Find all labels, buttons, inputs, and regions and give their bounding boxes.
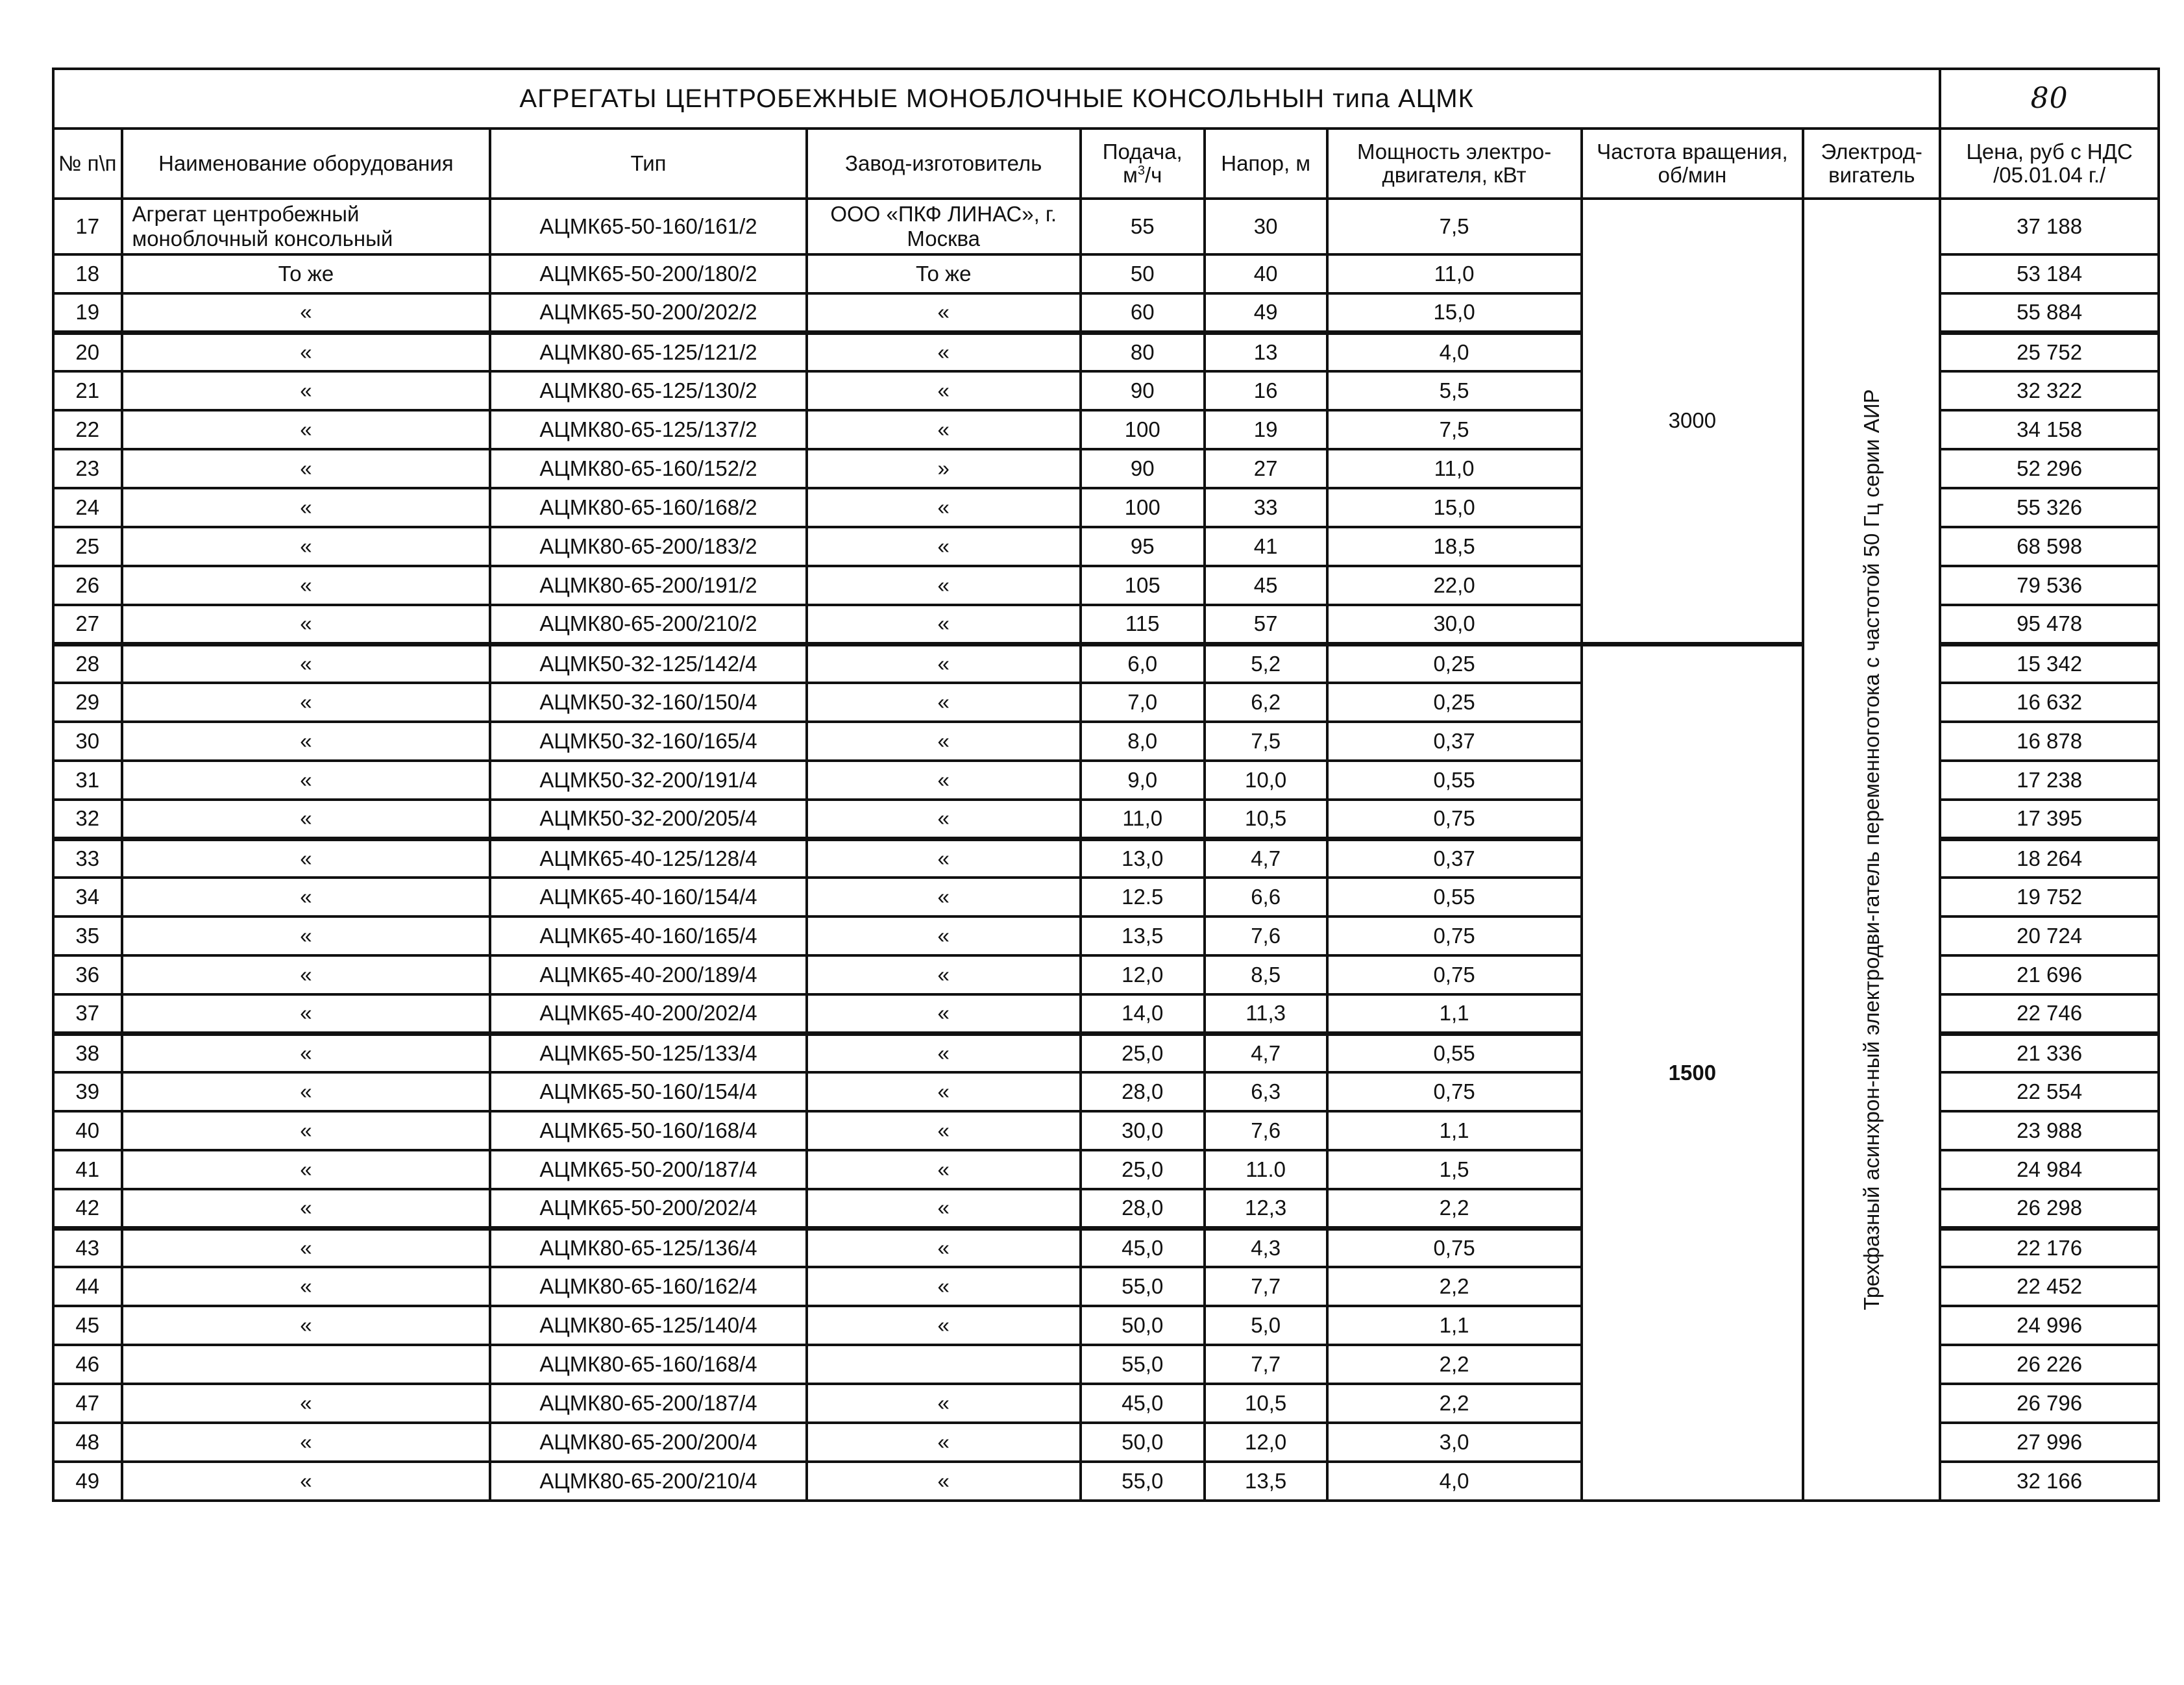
cell-maker: « <box>807 1462 1081 1501</box>
cell-name: « <box>122 722 491 761</box>
cell-price: 26 226 <box>1940 1345 2159 1384</box>
cell-type: АЦМК65-40-160/165/4 <box>490 916 806 955</box>
cell-flow: 100 <box>1081 410 1205 449</box>
cell-type: АЦМК65-50-160/161/2 <box>490 199 806 254</box>
cell-type: АЦМК65-50-125/133/4 <box>490 1033 806 1072</box>
cell-power: 0,75 <box>1327 955 1582 994</box>
cell-maker: « <box>807 371 1081 410</box>
cell-head: 16 <box>1205 371 1327 410</box>
cell-n: 18 <box>53 254 122 293</box>
cell-flow: 25,0 <box>1081 1150 1205 1189</box>
header-rpm: Частота вращения, об/мин <box>1582 129 1804 199</box>
cell-price: 19 752 <box>1940 878 2159 916</box>
cell-maker: « <box>807 1033 1081 1072</box>
cell-maker: « <box>807 527 1081 566</box>
cell-type: АЦМК65-50-200/180/2 <box>490 254 806 293</box>
cell-head: 13,5 <box>1205 1462 1327 1501</box>
cell-name: « <box>122 1072 491 1111</box>
header-engine: Электрод-вигатель <box>1803 129 1940 199</box>
cell-n: 37 <box>53 994 122 1033</box>
cell-price: 52 296 <box>1940 449 2159 488</box>
cell-type: АЦМК65-50-160/154/4 <box>490 1072 806 1111</box>
cell-flow: 28,0 <box>1081 1189 1205 1228</box>
cell-name: « <box>122 332 491 371</box>
header-num: № п\п <box>53 129 122 199</box>
cell-power: 15,0 <box>1327 293 1582 332</box>
cell-power: 11,0 <box>1327 254 1582 293</box>
cell-head: 49 <box>1205 293 1327 332</box>
cell-flow: 6,0 <box>1081 644 1205 683</box>
cell-head: 4,3 <box>1205 1228 1327 1267</box>
cell-head: 41 <box>1205 527 1327 566</box>
cell-power: 3,0 <box>1327 1423 1582 1462</box>
header-maker: Завод-изготовитель <box>807 129 1081 199</box>
cell-flow: 9,0 <box>1081 761 1205 800</box>
cell-head: 4,7 <box>1205 839 1327 878</box>
cell-maker: « <box>807 839 1081 878</box>
cell-head: 30 <box>1205 199 1327 254</box>
header-power: Мощность электро-двигателя, кВт <box>1327 129 1582 199</box>
cell-name: « <box>122 1462 491 1501</box>
table-row <box>53 199 2159 254</box>
cell-type: АЦМК80-65-125/130/2 <box>490 371 806 410</box>
cell-n: 44 <box>53 1267 122 1306</box>
cell-name: « <box>122 878 491 916</box>
cell-name: « <box>122 410 491 449</box>
table-body <box>53 199 2159 1501</box>
cell-name: « <box>122 683 491 722</box>
cell-price: 15 342 <box>1940 644 2159 683</box>
cell-price: 22 554 <box>1940 1072 2159 1111</box>
cell-price: 17 238 <box>1940 761 2159 800</box>
cell-flow: 90 <box>1081 371 1205 410</box>
cell-flow: 11,0 <box>1081 800 1205 839</box>
cell-n: 36 <box>53 955 122 994</box>
cell-type: АЦМК80-65-125/140/4 <box>490 1306 806 1345</box>
cell-name: « <box>122 800 491 839</box>
cell-name: « <box>122 761 491 800</box>
cell-maker: « <box>807 722 1081 761</box>
cell-name: « <box>122 605 491 644</box>
cell-power: 1,5 <box>1327 1150 1582 1189</box>
cell-type: АЦМК80-65-160/162/4 <box>490 1267 806 1306</box>
cell-maker: « <box>807 1228 1081 1267</box>
cell-power: 7,5 <box>1327 199 1582 254</box>
cell-power: 0,37 <box>1327 722 1582 761</box>
cell-n: 20 <box>53 332 122 371</box>
cell-flow: 13,0 <box>1081 839 1205 878</box>
cell-name: « <box>122 955 491 994</box>
header-type: Тип <box>490 129 806 199</box>
cell-price: 24 996 <box>1940 1306 2159 1345</box>
cell-price: 21 696 <box>1940 955 2159 994</box>
cell-price: 22 452 <box>1940 1267 2159 1306</box>
cell-price: 17 395 <box>1940 800 2159 839</box>
cell-flow: 14,0 <box>1081 994 1205 1033</box>
cell-maker: « <box>807 994 1081 1033</box>
cell-head: 10,5 <box>1205 1384 1327 1423</box>
cell-n: 24 <box>53 488 122 527</box>
cell-power: 18,5 <box>1327 527 1582 566</box>
cell-type: АЦМК80-65-160/152/2 <box>490 449 806 488</box>
cell-head: 19 <box>1205 410 1327 449</box>
cell-flow: 60 <box>1081 293 1205 332</box>
cell-n: 21 <box>53 371 122 410</box>
cell-n: 30 <box>53 722 122 761</box>
cell-n: 29 <box>53 683 122 722</box>
cell-n: 28 <box>53 644 122 683</box>
cell-power: 1,1 <box>1327 1306 1582 1345</box>
cell-type: АЦМК65-40-125/128/4 <box>490 839 806 878</box>
cell-head: 13 <box>1205 332 1327 371</box>
cell-head: 33 <box>1205 488 1327 527</box>
cell-maker: « <box>807 488 1081 527</box>
cell-n: 35 <box>53 916 122 955</box>
cell-maker: « <box>807 1150 1081 1189</box>
cell-n: 27 <box>53 605 122 644</box>
cell-head: 40 <box>1205 254 1327 293</box>
cell-maker: « <box>807 1384 1081 1423</box>
cell-power: 4,0 <box>1327 1462 1582 1501</box>
cell-maker: « <box>807 1423 1081 1462</box>
cell-n: 17 <box>53 199 122 254</box>
cell-type: АЦМК80-65-200/210/2 <box>490 605 806 644</box>
cell-price: 37 188 <box>1940 199 2159 254</box>
cell-price: 27 996 <box>1940 1423 2159 1462</box>
cell-name: « <box>122 449 491 488</box>
cell-price: 53 184 <box>1940 254 2159 293</box>
cell-maker: « <box>807 1189 1081 1228</box>
cell-type: АЦМК80-65-125/136/4 <box>490 1228 806 1267</box>
cell-name: « <box>122 1111 491 1150</box>
cell-maker: « <box>807 955 1081 994</box>
cell-engine <box>1803 199 1940 1501</box>
cell-n: 42 <box>53 1189 122 1228</box>
cell-flow: 55,0 <box>1081 1267 1205 1306</box>
header-price: Цена, руб с НДС /05.01.04 г./ <box>1940 129 2159 199</box>
cell-price: 32 166 <box>1940 1462 2159 1501</box>
cell-power: 0,55 <box>1327 761 1582 800</box>
header-head: Напор, м <box>1205 129 1327 199</box>
cell-power: 15,0 <box>1327 488 1582 527</box>
cell-type: АЦМК80-65-125/137/2 <box>490 410 806 449</box>
cell-price: 18 264 <box>1940 839 2159 878</box>
cell-flow: 115 <box>1081 605 1205 644</box>
cell-flow: 90 <box>1081 449 1205 488</box>
cell-name: « <box>122 1189 491 1228</box>
cell-flow: 45,0 <box>1081 1228 1205 1267</box>
cell-head: 7,6 <box>1205 916 1327 955</box>
cell-type: АЦМК80-65-200/200/4 <box>490 1423 806 1462</box>
cell-flow: 12,0 <box>1081 955 1205 994</box>
header-flow <box>1081 129 1205 199</box>
cell-power: 0,75 <box>1327 1072 1582 1111</box>
cell-power: 2,2 <box>1327 1267 1582 1306</box>
engine-description: Трехфазный асинхрон-ный электродви-гатель переменноготока с частотой 50 Гц серии АИР <box>1859 389 1883 1310</box>
cell-n: 47 <box>53 1384 122 1423</box>
header-flow-label: Подача, м <box>1102 140 1183 187</box>
cell-type: АЦМК50-32-200/191/4 <box>490 761 806 800</box>
cell-head: 12,0 <box>1205 1423 1327 1462</box>
cell-price: 25 752 <box>1940 332 2159 371</box>
cell-head: 10,5 <box>1205 800 1327 839</box>
cell-head: 27 <box>1205 449 1327 488</box>
cell-n: 48 <box>53 1423 122 1462</box>
cell-price: 34 158 <box>1940 410 2159 449</box>
cell-name: « <box>122 1306 491 1345</box>
cell-flow: 55,0 <box>1081 1345 1205 1384</box>
cell-power: 0,37 <box>1327 839 1582 878</box>
cell-maker: « <box>807 1111 1081 1150</box>
cell-n: 40 <box>53 1111 122 1150</box>
cell-name: Агрегат центробежный моноблочный консольный <box>122 199 491 254</box>
cell-price: 20 724 <box>1940 916 2159 955</box>
cell-type: АЦМК80-65-125/121/2 <box>490 332 806 371</box>
cell-type: АЦМК80-65-200/187/4 <box>490 1384 806 1423</box>
cell-flow: 50 <box>1081 254 1205 293</box>
header-name: Наименование оборудования <box>122 129 491 199</box>
cell-maker: « <box>807 800 1081 839</box>
header-row <box>53 129 2159 199</box>
cell-n: 34 <box>53 878 122 916</box>
cell-rpm-group: 1500 <box>1582 644 1804 1501</box>
cell-power: 0,55 <box>1327 878 1582 916</box>
cell-head: 7,7 <box>1205 1345 1327 1384</box>
cell-price: 16 632 <box>1940 683 2159 722</box>
cell-head: 5,0 <box>1205 1306 1327 1345</box>
cell-maker: « <box>807 293 1081 332</box>
cell-name: « <box>122 293 491 332</box>
cell-flow: 100 <box>1081 488 1205 527</box>
cell-flow: 12.5 <box>1081 878 1205 916</box>
cell-flow: 105 <box>1081 566 1205 605</box>
cell-price: 32 322 <box>1940 371 2159 410</box>
cell-price: 26 796 <box>1940 1384 2159 1423</box>
cell-maker: « <box>807 1267 1081 1306</box>
cell-n: 39 <box>53 1072 122 1111</box>
cell-head: 5,2 <box>1205 644 1327 683</box>
page-number: 80 <box>1940 69 2159 129</box>
cell-power: 0,75 <box>1327 916 1582 955</box>
cell-flow: 55 <box>1081 199 1205 254</box>
cell-maker: « <box>807 683 1081 722</box>
cell-maker: То же <box>807 254 1081 293</box>
cell-flow: 80 <box>1081 332 1205 371</box>
cell-head: 45 <box>1205 566 1327 605</box>
cell-name: « <box>122 1423 491 1462</box>
cell-maker: « <box>807 916 1081 955</box>
cell-maker: « <box>807 761 1081 800</box>
cell-power: 1,1 <box>1327 994 1582 1033</box>
cell-n: 43 <box>53 1228 122 1267</box>
cell-maker: « <box>807 410 1081 449</box>
cell-type: АЦМК65-50-200/202/2 <box>490 293 806 332</box>
cell-maker: » <box>807 449 1081 488</box>
cell-power: 0,55 <box>1327 1033 1582 1072</box>
cell-head: 11.0 <box>1205 1150 1327 1189</box>
cell-price: 26 298 <box>1940 1189 2159 1228</box>
cell-name: « <box>122 527 491 566</box>
cell-power: 7,5 <box>1327 410 1582 449</box>
cell-n: 23 <box>53 449 122 488</box>
cell-price: 68 598 <box>1940 527 2159 566</box>
cell-name: « <box>122 1228 491 1267</box>
cell-flow: 25,0 <box>1081 1033 1205 1072</box>
cell-flow: 30,0 <box>1081 1111 1205 1150</box>
cell-type: АЦМК65-50-200/187/4 <box>490 1150 806 1189</box>
cell-maker: « <box>807 566 1081 605</box>
table-title: АГРЕГАТЫ ЦЕНТРОБЕЖНЫЕ МОНОБЛОЧНЫЕ КОНСОЛЬНЫН типа АЦМК <box>53 69 1940 129</box>
cell-name: « <box>122 1150 491 1189</box>
cell-power: 0,25 <box>1327 683 1582 722</box>
cell-price: 22 176 <box>1940 1228 2159 1267</box>
cell-head: 11,3 <box>1205 994 1327 1033</box>
cell-maker: « <box>807 878 1081 916</box>
cell-rpm-group: 3000 <box>1582 199 1804 644</box>
cell-n: 19 <box>53 293 122 332</box>
cell-flow: 50,0 <box>1081 1423 1205 1462</box>
cell-name: « <box>122 1384 491 1423</box>
cell-price: 24 984 <box>1940 1150 2159 1189</box>
cell-type: АЦМК50-32-160/165/4 <box>490 722 806 761</box>
cell-flow: 7,0 <box>1081 683 1205 722</box>
price-sheet <box>52 68 2160 1502</box>
cell-head: 6,3 <box>1205 1072 1327 1111</box>
cell-power: 22,0 <box>1327 566 1582 605</box>
cell-price: 55 884 <box>1940 293 2159 332</box>
cell-flow: 8,0 <box>1081 722 1205 761</box>
cell-n: 31 <box>53 761 122 800</box>
cell-name: « <box>122 1033 491 1072</box>
cell-price: 95 478 <box>1940 605 2159 644</box>
header-flow-sup: 3 <box>1137 164 1145 178</box>
cell-maker: ООО «ПКФ ЛИНАС», г. Москва <box>807 199 1081 254</box>
cell-type: АЦМК65-40-160/154/4 <box>490 878 806 916</box>
cell-flow: 55,0 <box>1081 1462 1205 1501</box>
cell-head: 6,6 <box>1205 878 1327 916</box>
cell-type: АЦМК65-40-200/189/4 <box>490 955 806 994</box>
cell-head: 12,3 <box>1205 1189 1327 1228</box>
cell-flow: 13,5 <box>1081 916 1205 955</box>
cell-name: То же <box>122 254 491 293</box>
cell-maker: « <box>807 332 1081 371</box>
cell-type: АЦМК80-65-200/191/2 <box>490 566 806 605</box>
cell-power: 1,1 <box>1327 1111 1582 1150</box>
cell-name: « <box>122 994 491 1033</box>
cell-head: 10,0 <box>1205 761 1327 800</box>
cell-power: 5,5 <box>1327 371 1582 410</box>
cell-price: 16 878 <box>1940 722 2159 761</box>
cell-type: АЦМК80-65-200/210/4 <box>490 1462 806 1501</box>
cell-n: 33 <box>53 839 122 878</box>
cell-head: 7,6 <box>1205 1111 1327 1150</box>
cell-head: 7,7 <box>1205 1267 1327 1306</box>
cell-flow: 95 <box>1081 527 1205 566</box>
cell-name: « <box>122 1267 491 1306</box>
cell-price: 23 988 <box>1940 1111 2159 1150</box>
cell-n: 41 <box>53 1150 122 1189</box>
cell-type: АЦМК80-65-160/168/2 <box>490 488 806 527</box>
cell-flow: 45,0 <box>1081 1384 1205 1423</box>
cell-type: АЦМК50-32-125/142/4 <box>490 644 806 683</box>
cell-n: 32 <box>53 800 122 839</box>
cell-price: 22 746 <box>1940 994 2159 1033</box>
cell-power: 30,0 <box>1327 605 1582 644</box>
cell-flow: 28,0 <box>1081 1072 1205 1111</box>
cell-head: 57 <box>1205 605 1327 644</box>
cell-head: 8,5 <box>1205 955 1327 994</box>
pump-table <box>52 68 2160 1502</box>
cell-n: 49 <box>53 1462 122 1501</box>
cell-type: АЦМК50-32-200/205/4 <box>490 800 806 839</box>
cell-maker: « <box>807 1306 1081 1345</box>
cell-flow: 50,0 <box>1081 1306 1205 1345</box>
cell-type: АЦМК65-50-160/168/4 <box>490 1111 806 1150</box>
cell-name: « <box>122 916 491 955</box>
cell-maker: « <box>807 644 1081 683</box>
cell-n: 22 <box>53 410 122 449</box>
cell-type: АЦМК80-65-200/183/2 <box>490 527 806 566</box>
cell-name: « <box>122 566 491 605</box>
cell-head: 7,5 <box>1205 722 1327 761</box>
cell-maker <box>807 1345 1081 1384</box>
cell-power: 4,0 <box>1327 332 1582 371</box>
title-row <box>53 69 2159 129</box>
cell-power: 2,2 <box>1327 1384 1582 1423</box>
cell-power: 2,2 <box>1327 1345 1582 1384</box>
cell-n: 45 <box>53 1306 122 1345</box>
cell-n: 38 <box>53 1033 122 1072</box>
cell-type: АЦМК50-32-160/150/4 <box>490 683 806 722</box>
cell-price: 21 336 <box>1940 1033 2159 1072</box>
cell-power: 2,2 <box>1327 1189 1582 1228</box>
cell-price: 79 536 <box>1940 566 2159 605</box>
cell-name: « <box>122 839 491 878</box>
cell-power: 0,75 <box>1327 800 1582 839</box>
cell-head: 6,2 <box>1205 683 1327 722</box>
cell-n: 46 <box>53 1345 122 1384</box>
cell-type: АЦМК80-65-160/168/4 <box>490 1345 806 1384</box>
cell-price: 55 326 <box>1940 488 2159 527</box>
cell-n: 25 <box>53 527 122 566</box>
cell-n: 26 <box>53 566 122 605</box>
cell-power: 11,0 <box>1327 449 1582 488</box>
cell-name <box>122 1345 491 1384</box>
cell-power: 0,75 <box>1327 1228 1582 1267</box>
cell-name: « <box>122 644 491 683</box>
cell-power: 0,25 <box>1327 644 1582 683</box>
cell-type: АЦМК65-40-200/202/4 <box>490 994 806 1033</box>
cell-head: 4,7 <box>1205 1033 1327 1072</box>
cell-type: АЦМК65-50-200/202/4 <box>490 1189 806 1228</box>
cell-name: « <box>122 371 491 410</box>
cell-maker: « <box>807 1072 1081 1111</box>
cell-name: « <box>122 488 491 527</box>
header-flow-unit: /ч <box>1144 163 1162 187</box>
cell-maker: « <box>807 605 1081 644</box>
